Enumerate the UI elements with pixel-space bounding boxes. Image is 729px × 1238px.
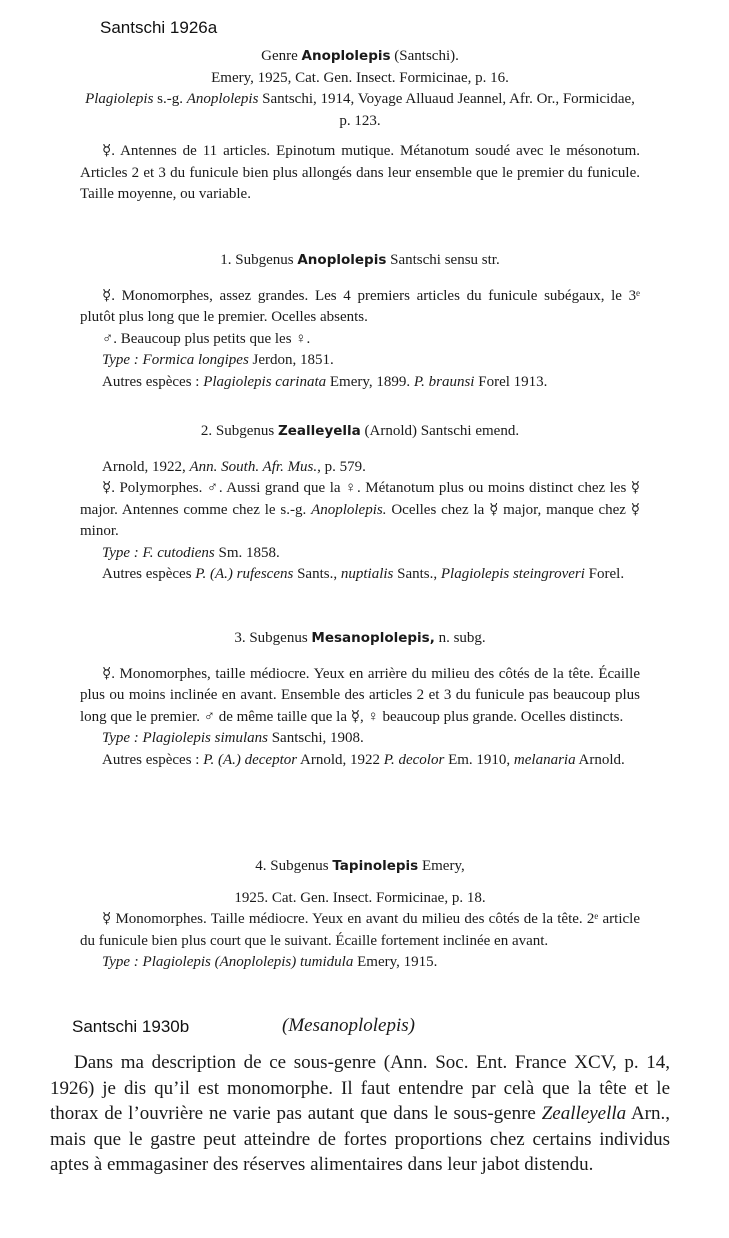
genus-ref-2: Plagiolepis s.-g. Anoplolepis Santschi, 1914, Voyage Alluaud Jeannel, Afr. Or., Formicidae, p. 123. — [85, 91, 635, 129]
subgenus-4-type: Type : Plagiolepis (Anoplolepis) tumidula Emery, 1915. — [102, 954, 438, 970]
subgenus-1-others: Autres espèces : Plagiolepis carinata Emery, 1899. P. braunsi Forel 1913. — [102, 373, 548, 390]
genus-ref-1: Emery, 1925, Cat. Gen. Insect. Formicinae, p. 16. — [211, 69, 509, 86]
subgenus-2-section — [80, 421, 640, 586]
subgenus-4-title: 4. Subgenus Tapinolepis Emery, — [255, 858, 465, 874]
subgenus-2-ref: Arnold, 1922, Ann. South. Afr. Mus., p. 579. — [102, 458, 366, 475]
subgenus-1-type: Type : Formica longipes Jerdon, 1851. — [102, 352, 334, 368]
subgenus-1-male: ♂. Beaucoup plus petits que les ♀. — [102, 330, 311, 347]
note-1930-body — [50, 1050, 670, 1178]
subgenus-2-worker: ☿. Polymorphes. ♂. Aussi grand que la ♀. Métanotum plus ou moins distinct chez les ☿ major. Antennes comme chez le s.-g. Anoplolepis. Ocelles chez la ☿ major, manque chez ☿ minor. — [80, 480, 640, 539]
subgenus-1-title: 1. Subgenus Anoplolepis Santschi sensu str. — [220, 252, 500, 268]
subgenus-3-title: 3. Subgenus Mesanoplolepis, n. subg. — [234, 630, 486, 646]
subgenus-1-worker: ☿. Monomorphes, assez grandes. Les 4 premiers articles du funicule subégaux, le 3ᵉ plutôt plus long que le premier. Ocelles absents. — [80, 287, 640, 325]
subgenus-3-section — [80, 628, 640, 771]
subgenus-4-worker: ☿ Monomorphes. Taille médiocre. Yeux en avant du milieu des côtés de la tête. 2ᵉ article du funicule bien plus court que le suivant. Écaille fortement inclinée en avant. — [80, 911, 640, 949]
subgenus-4-section — [80, 856, 640, 974]
subgenus-2-type: Type : F. cutodiens Sm. 1858. — [102, 544, 280, 561]
subgenus-3-others: Autres espèces : P. (A.) deceptor Arnold, 1922 P. decolor Em. 1910, melanaria Arnold. — [102, 751, 625, 768]
subgenus-3-type: Type : Plagiolepis simulans Santschi, 1908. — [102, 730, 364, 746]
note-1930-title: (Mesanoplolepis) — [282, 1015, 415, 1036]
citation-label-1930: Santschi 1930b — [72, 1017, 190, 1036]
subgenus-4-ref: 1925. Cat. Gen. Insect. Formicinae, p. 18. — [234, 889, 486, 906]
genus-title: Genre Anoplolepis (Santschi). — [261, 48, 459, 64]
genus-description: ☿. Antennes de 11 articles. Epinotum mutique. Métanotum soudé avec le mésonotum. Articles 2 et 3 du funicule bien plus allongés dans leur ensemble que le premier du funicule. Taille moyenne, ou variable. — [80, 143, 640, 202]
genus-section — [80, 46, 640, 206]
subgenus-1-section — [80, 250, 640, 393]
subgenus-3-worker: ☿. Monomorphes, taille médiocre. Yeux en arrière du milieu des côtés de la tête. Écaille plus ou moins inclinée en avant. Ensemble des articles 2 et 3 du funicule pas beaucoup plus long que le premier. ♂ de même taille que la ☿, ♀ beaucoup plus grande. Ocelles distincts. — [80, 665, 640, 725]
subgenus-2-title: 2. Subgenus Zealleyella (Arnold) Santschi emend. — [200, 423, 520, 439]
subgenus-2-others: Autres espèces P. (A.) rufescens Sants., nuptialis Sants., Plagiolepis steingroveri Forel. — [102, 566, 625, 582]
citation-label-1926: Santschi 1926a — [100, 18, 218, 37]
note-1930-paragraph: Dans ma description de ce sous-genre (Ann. Soc. Ent. France XCV, p. 14, 1926) je dis qu’il est monomorphe. Il faut entendre par celà que la tête et le thorax de l’ouvrière ne varie pas autant que dans le sous-genre Zealleyella Arn., mais que le gastre peut atteindre de fortes proportions chez certains individus aptes à emmagasiner des réserves alimentaires dans leur jabot distendu. — [50, 1052, 670, 1176]
